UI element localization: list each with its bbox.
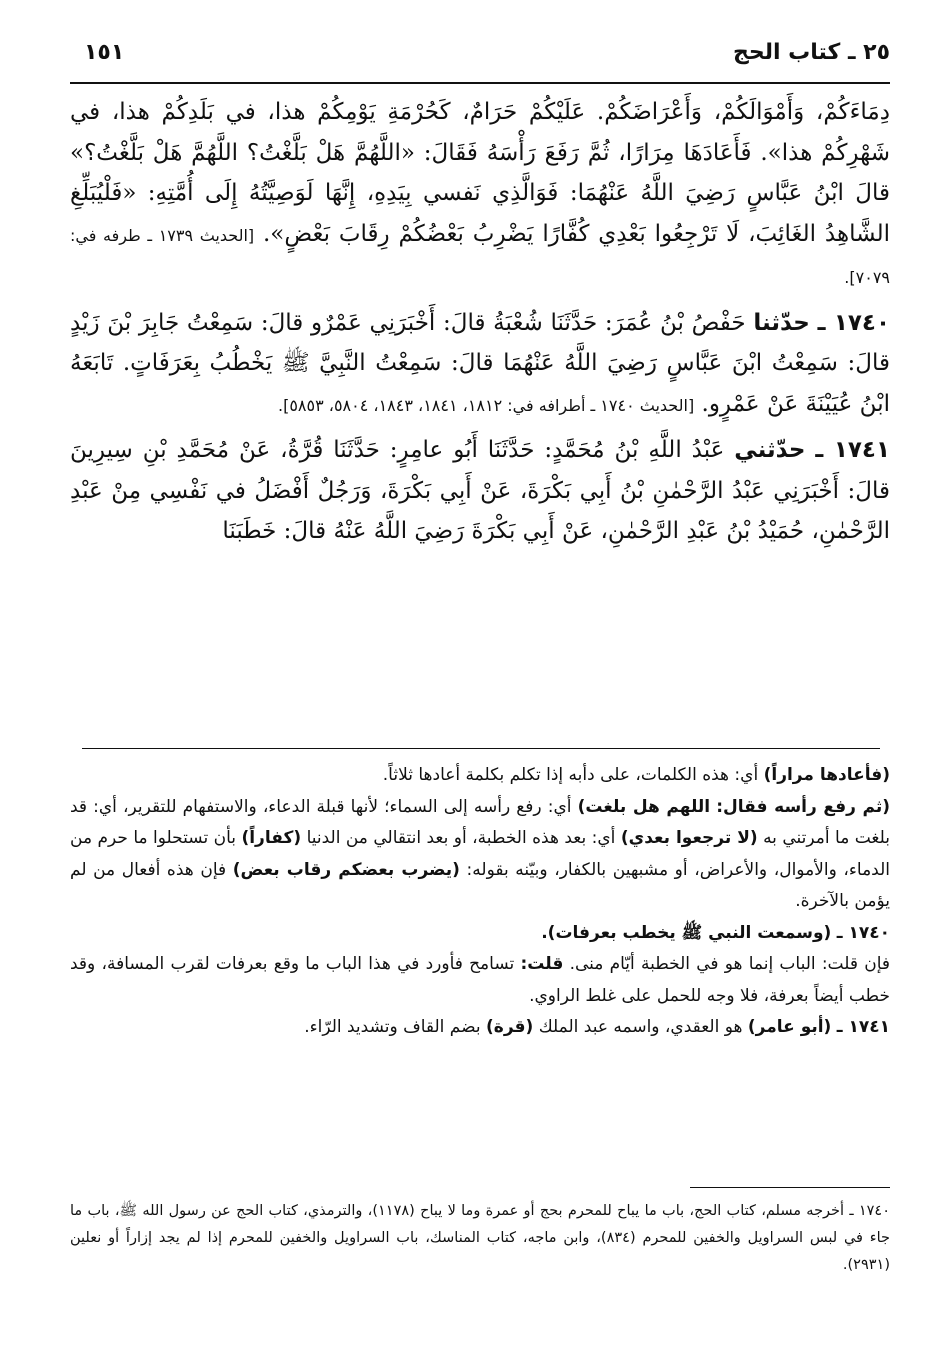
hadith-1739-ref: [الحديث ١٧٣٩ ـ طرفه في: ٧٠٧٩]. bbox=[70, 225, 890, 287]
hadith-1740-text: حَفْصُ بْنُ عُمَرَ: حَدَّثَنَا شُعْبَةُ قالَ: أَخْبَرَنِي عَمْرٌو قالَ: سَمِعْتُ جَابِرَ بْنَ زَيْدٍ قالَ: سَمِعْتُ ابْنَ عَبَّاسٍ رَضِيَ اللَّهُ عَنْهُمَا قالَ: سَمِعْتُ النَّبِيَّ ﷺ يَخْطُبُ بِعَرَفَاتٍ. تَابَعَهُ ابْنُ عُيَيْنَةَ عَنْ عَمْرٍو. bbox=[70, 309, 890, 417]
hadith-1741-text: عَبْدُ اللَّهِ بْنُ مُحَمَّدٍ: حَدَّثَنَا أَبُو عامِرٍ: حَدَّثَنَا قُرَّةُ، عَنْ مُحَمَّدِ بْنِ سِيرِينَ قالَ: أَخْبَرَنِي عَبْدُ الرَّحْمٰنِ بْنُ أَبِي بَكْرَةَ، عَنْ أَبِي بَكْرَةَ، وَرَجُلٌ أَفْضَلُ في نَفْسِي مِنْ عَبْدِ الرَّحْمٰنِ، حُمَيْدُ بْنُ عَبْدِ الرَّحْمٰنِ، عَنْ أَبِي بَكْرَةَ رَضِيَ اللَّهُ عَنْهُ قالَ: خَطَبَنَا bbox=[70, 437, 890, 544]
commentary-text: فإن هذه أفعال من لم يؤمن بالآخرة. bbox=[70, 859, 890, 911]
footnote-separator bbox=[690, 1187, 890, 1188]
commentary-para-5 bbox=[70, 1012, 890, 1044]
commentary-term: (وسمعت النبي ﷺ يخطب بعرفات). bbox=[541, 922, 832, 943]
commentary-para-1 bbox=[70, 760, 890, 792]
hadith-1740 bbox=[70, 303, 890, 427]
hadith-1741 bbox=[70, 430, 890, 552]
commentary-number: ١٧٤٠ ـ bbox=[836, 922, 890, 943]
commentary-number: ١٧٤١ ـ bbox=[836, 1017, 890, 1037]
commentary-text: بضم القاف وتشديد الرّاء. bbox=[304, 1017, 481, 1037]
commentary-term: (يضرب بعضكم رقاب بعض) bbox=[232, 859, 460, 880]
footnote bbox=[70, 1198, 890, 1279]
commentary-text: أي: هذه الكلمات، على دأبه إذا تكلم بكلمة أعادها ثلاثاً. bbox=[382, 765, 759, 785]
hadith-1740-ref: [الحديث ١٧٤٠ ـ أطرافه في: ١٨١٢، ١٨٤١، ١٨٤٣، ٥٨٠٤، ٥٨٥٣]. bbox=[277, 395, 695, 415]
commentary-term: (لا ترجعوا بعدي) bbox=[620, 828, 758, 848]
hadith-1739-text: دِمَاءَكُمْ، وَأَمْوَالَكُمْ، وَأَعْرَاضَكُمْ. عَلَيْكُمْ حَرَامٌ، كَحُرْمَةِ يَوْمِكُمْ هذا، في بَلَدِكُمْ هذا، في شَهْرِكُمْ هذا». فَأَعَادَهَا مِرَارًا، ثُمَّ رَفَعَ رَأْسَهُ فَقَالَ: «اللَّهُمَّ هَلْ بَلَّغْتُ؟ اللَّهُمَّ هَلْ بَلَّغْتُ؟» قالَ ابْنُ عَبَّاسٍ رَضِيَ اللَّهُ عَنْهُمَا: فَوَالَّذِي نَفسي بِيَدِهِ، إِنَّهَا لَوَصِيَّتُهُ إِلَى أُمَّتِهِ: «فَلْيُبَلِّغِ الشَّاهِدُ الغَائِبَ، لَا تَرْجِعُوا بَعْدِي كُفَّارًا يَضْرِبُ بَعْضُكُمْ رِقَابَ بَعْضٍ». bbox=[70, 99, 891, 247]
commentary-term: (كفاراً) bbox=[241, 828, 302, 848]
hadith-1740-lead: حدّثنا bbox=[753, 309, 810, 336]
commentary-text: أي: بعد هذه الخطبة، أو بعد انتقالي من الدنيا bbox=[306, 828, 616, 848]
commentary-text: تسامح فأورد في هذا الباب ما وقع بعرفات لقرب المسافة، وقد خطب أيضاً بعرفة، فلا وجه للحمل على غلط الراوي. bbox=[70, 954, 890, 1006]
book-page bbox=[70, 30, 890, 1330]
commentary-para-3 bbox=[70, 918, 890, 950]
hadith-1741-lead: حدّثني bbox=[734, 437, 806, 463]
chapter-title: ٢٥ ـ كتاب الحج bbox=[732, 40, 890, 65]
commentary-term: (ثم رفع رأسه فقال: bbox=[716, 796, 890, 817]
header-rule bbox=[70, 82, 890, 84]
commentary-term: قلت: bbox=[520, 954, 564, 974]
commentary-text: بأن تستحلوا ما حرم من الدماء، والأموال، والأعراض، أو مشبهين بالكفار، وبيّنه بقوله: bbox=[70, 828, 891, 880]
footnote-text: ١٧٤٠ ـ أخرجه مسلم، كتاب الحج، باب ما يباح للمحرم بحج أو عمرة وما لا يباح (١١٧٨)، والترمذي، كتاب الحج عن رسول الله ﷺ، باب ما جاء في لبس السراويل والخفين للمحرم (٨٣٤)، وابن ماجه، كتاب المناسك، باب السراويل والخفين للمحرم إذا لم يجد إزاراً أو نعلين (٢٩٣١). bbox=[70, 1203, 891, 1273]
hadith-1739-end bbox=[70, 92, 890, 299]
commentary bbox=[70, 760, 890, 1044]
page-header bbox=[70, 30, 890, 78]
commentary-term: اللهم هل بلغت) bbox=[577, 796, 711, 817]
commentary-text: أي: رفع رأسه إلى السماء؛ لأنها قبلة الدعاء، والاستفهام للتقرير، أي: قد بلغت ما أمرتني به bbox=[70, 796, 890, 848]
page-number: ١٥١ bbox=[84, 40, 125, 65]
commentary-para-2 bbox=[70, 792, 890, 918]
hadith-1740-number: ١٧٤٠ ـ bbox=[817, 309, 891, 336]
commentary-term: (أبو عامر) bbox=[747, 1017, 832, 1037]
commentary-text: هو العقدي، واسمه عبد الملك bbox=[538, 1017, 743, 1037]
commentary-para-4 bbox=[70, 949, 890, 1012]
hadith-text bbox=[70, 92, 890, 556]
commentary-term: (فأعادها مراراً) bbox=[763, 765, 890, 785]
commentary-separator bbox=[82, 748, 880, 749]
commentary-term: (قرة) bbox=[486, 1017, 534, 1037]
hadith-1741-number: ١٧٤١ ـ bbox=[815, 437, 891, 463]
commentary-text: فإن قلت: الباب إنما هو في الخطبة أيّام منى. bbox=[569, 954, 891, 974]
